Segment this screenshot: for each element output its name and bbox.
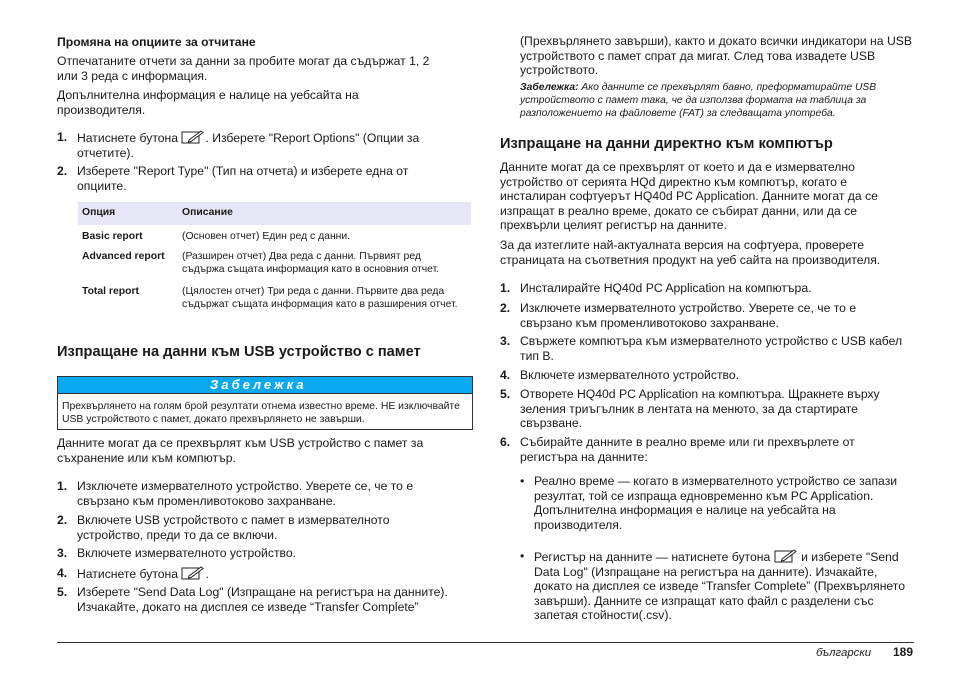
step-number: 3. (500, 334, 511, 348)
table-header-row (78, 202, 471, 225)
paragraph-software-version: За да изтеглите най-актуалната версия на софтуера, проверете страницата на съответния продукт на уеб сайта на производителя. (500, 238, 881, 267)
pencil-square-icon (181, 566, 205, 580)
step-number: 1. (57, 130, 68, 144)
step-pc-2 (500, 301, 895, 330)
step-text: Включете USB устройството с памет в измервателното устройство, преди то да се включи. (77, 513, 390, 542)
column-header-description: Описание (178, 202, 471, 225)
step-text: Събирайте данните в реално време или ги прехвърлете от регистъра на данните: (520, 435, 855, 464)
note-reformat (520, 81, 915, 120)
step-options-1 (57, 130, 457, 160)
step-number: 5. (500, 387, 511, 401)
bullet-text: Реално време — когато в измервателното устройство се запази резултат, той се изпраща едновременно към PC Application. (534, 474, 898, 503)
bullet-dot: • (520, 474, 525, 488)
table-row (78, 245, 471, 278)
note-title: Забележка (58, 377, 472, 394)
step-text: Изберете "Report Type" (Тип на отчета) и изберете една от опциите. (77, 164, 409, 193)
step-text: Изключете измервателното устройство. Уверете се, че то е свързано към променливотоково захранване. (520, 301, 857, 330)
heading-usb-transfer: Изпращане на данни към USB устройство с памет (57, 344, 421, 360)
paragraph-report-lines: Отпечатаните отчети за данни за пробите могат да съдържат 1, 2 или 3 реда с информация. (57, 54, 430, 83)
step-text: Натиснете бутона (77, 131, 182, 145)
bullet-data-log (520, 549, 915, 623)
step-usb-5 (57, 585, 477, 614)
option-name: Total report (82, 286, 139, 297)
bullet-text: Регистър на данните — натиснете бутона (534, 550, 774, 564)
option-description: (Цялостен отчет) Три реда с данни. Първите два реда съдържат същата информация като в разширения отчет. (182, 286, 458, 310)
step-pc-4 (500, 368, 905, 383)
step-number: 3. (57, 546, 68, 560)
bullet-text-end: и изберете "Send Data Log" (Изпращане на регистъра на данните). Изчакайте, докато на дисплея се изведе “Transfer Complete” (Прехвърлянето завърши). Данните се изпращат като файл с разделени със запетая стойности(.csv). (534, 550, 906, 622)
step-number: 1. (57, 479, 68, 493)
step-usb-2 (57, 513, 457, 542)
step-usb-3 (57, 546, 457, 561)
step-number: 2. (57, 164, 68, 178)
footer-language: български (816, 647, 872, 659)
step-text: Свържете компютъра към измервателното устройство с USB кабел тип B. (520, 334, 903, 363)
step-text-end: . (205, 567, 209, 581)
table-row (78, 278, 471, 313)
step-text: Инсталирайте HQ40d PC Application на компютъра. (520, 281, 812, 295)
step-number: 6. (500, 435, 511, 449)
options-table (78, 202, 471, 313)
footer-divider (57, 642, 914, 643)
page-number: 189 (893, 645, 914, 659)
heading-report-options: Промяна на опциите за отчитане (57, 35, 256, 49)
note-label: Забележка: (520, 82, 579, 93)
step-number: 2. (57, 513, 68, 527)
bullet-text-more: Допълнителна информация е налице на уебсайта на производителя. (534, 503, 836, 532)
step-pc-3 (500, 334, 905, 363)
step-text-end: . Изберете "Report Options" (Опции за отчетите). (77, 131, 420, 160)
option-name: Basic report (82, 230, 143, 242)
step-pc-1 (500, 281, 905, 296)
paragraph-more-info: Допълнителна информация е налице на уебсайта на производителя. (57, 88, 359, 117)
step-text: Отворете HQ40d PC Application на компютъра. Щракнете върху зеления триъгълник в лентата на менюто, за да стартирате свързване. (520, 387, 880, 430)
step-usb-4 (57, 566, 457, 582)
paragraph-transfer-continued: (Прехвърлянето завърши), както и докато всички индикатори на USB устройството с памет спрат да мигат. След това извадете USB устройството. (520, 34, 913, 77)
pencil-square-icon (181, 130, 205, 144)
step-number: 5. (57, 585, 68, 599)
heading-pc-transfer: Изпращане на данни директно към компютър (500, 136, 833, 152)
column-header-option: Опция (78, 202, 178, 225)
step-pc-6 (500, 435, 905, 464)
paragraph-usb-intro: Данните могат да се прехвърлят към USB устройство с памет за съхранение или към компютър. (57, 436, 424, 465)
step-text: Включете измервателното устройство. (77, 546, 297, 560)
pencil-square-icon (774, 549, 798, 563)
note-text: Прехвърлянето на голям брой резултати отнема известно време. НЕ изключвайте USB устройството с памет, докато прехвърлянето не завърши. (62, 401, 460, 425)
step-number: 4. (500, 368, 511, 382)
step-text: Натиснете бутона (77, 567, 182, 581)
note-text: Ако данните се прехвърлят бавно, преформатирайте USB устройството с памет така, че да използва формата на таблица за разположението на файловете (FAT) за следващата употреба. (520, 82, 877, 119)
option-name: Advanced report (82, 251, 165, 262)
step-text: Включете измервателното устройство. (520, 368, 740, 382)
step-text: Изключете измервателното устройство. Уверете се, че то е свързано към променливотоково захранване. (77, 479, 414, 508)
option-description: (Разширен отчет) Два реда с данни. Първият ред съдържа същата информация като в основния отчет. (182, 251, 440, 275)
step-usb-1 (57, 479, 457, 508)
step-options-2 (57, 164, 457, 193)
bullet-real-time (520, 474, 910, 532)
bullet-dot: • (520, 549, 525, 563)
note-box (57, 376, 473, 430)
table-row (78, 225, 471, 246)
step-number: 1. (500, 281, 511, 295)
step-number: 4. (57, 566, 68, 580)
step-number: 2. (500, 301, 511, 315)
paragraph-pc-intro: Данните могат да се прехвърлят от което и да е измервателно устройство от серията HQd директно към компютър, когато е инсталиран софтуерът HQ40d PC Application. Данните могат да се изпращат в реално време, докато се събират данни, или да се прехвърли целият регистър на данните. (500, 160, 878, 232)
step-text: Изберете "Send Data Log" (Изпращане на регистъра на данните). Изчакайте, докато на дисплея се изведе “Transfer Complete” (77, 585, 448, 614)
step-pc-5 (500, 387, 905, 431)
option-description: (Основен отчет) Един ред с данни. (182, 230, 351, 242)
